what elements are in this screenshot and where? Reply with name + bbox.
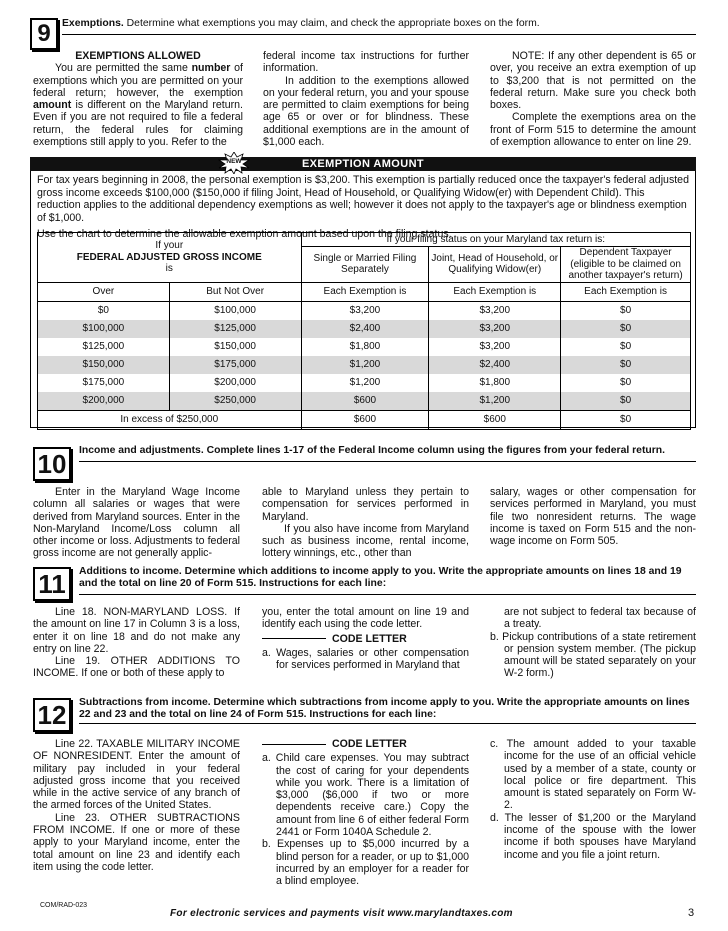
section-12-col3: c. The amount added to your taxable income for the use of an official vehicle used by a member of a state, county or local police or fire department. This amount is stated separately on Form W-2. d. The lesser of $1,200 or the Maryland income of the spouse with the lower income if both spouses have Maryland income and you file a joint return. — [490, 738, 696, 861]
section-10-title: Income and adjustments. — [79, 445, 204, 456]
row-single: $1,200 — [301, 356, 429, 374]
section-12-rule — [79, 723, 696, 724]
row-not-over: $150,000 — [169, 338, 301, 356]
exemption-table-row — [38, 374, 691, 392]
section-11-heading — [79, 566, 699, 590]
row-not-over: $175,000 — [169, 356, 301, 374]
last-row-dependent: $0 — [561, 410, 691, 429]
but-not-over-header: But Not Over — [169, 282, 301, 301]
col-single-header: Single or Married Filing Separately — [301, 247, 429, 283]
section-11-subtitle: Determine which additions to income apply to you. Write the appropriate amounts on lines 18 and 19 and the total on line 20 of Form 515. Instructions for each line: — [79, 566, 682, 589]
exemptions-allowed-heading: EXEMPTIONS ALLOWED — [75, 50, 201, 62]
row-over: $200,000 — [38, 392, 170, 411]
row-dependent: $0 — [561, 338, 691, 356]
section-11-title: Additions to income. — [79, 566, 182, 577]
exemption-table-row — [38, 392, 691, 411]
row-over: $175,000 — [38, 374, 170, 392]
row-single: $600 — [301, 392, 429, 411]
section-9-col1-text: You are permitted the same number of exemptions which you are permitted on your federal return; however, the exemption amount is different on the Maryland return. Even if you are not required to file a federal return, the federal rules for claiming exemptions still apply to you. Refer to the — [33, 62, 243, 149]
filing-status-header: If your filing status on your Maryland tax return is: — [301, 233, 690, 247]
form-id: COM/RAD-023 — [40, 902, 88, 909]
section-9-col2 — [263, 50, 469, 148]
section-11-col3: are not subject to federal tax because of a treaty. b. Pickup contributions of a state retirement or pension system member. (The pickup amount will be stated separately on your W-2 form.) — [490, 606, 696, 680]
row-not-over: $200,000 — [169, 374, 301, 392]
exemption-table-row — [38, 338, 691, 356]
row-dependent: $0 — [561, 301, 691, 320]
last-row-joint: $600 — [429, 410, 561, 429]
footer-text: For electronic services and payments visit www.marylandtaxes.com — [170, 908, 513, 919]
section-10-rule — [79, 461, 696, 462]
row-joint: $3,200 — [429, 338, 561, 356]
code-letter-label: CODE LETTER — [262, 633, 469, 645]
row-over: $0 — [38, 301, 170, 320]
row-joint: $1,200 — [429, 392, 561, 411]
section-9-col2-p1: federal income tax instructions for further information. — [263, 50, 469, 75]
row-joint: $3,200 — [429, 320, 561, 338]
section-12-col2: CODE LETTER a. Child care expenses. You may subtract the cost of caring for your dependents while you work. There is a limitation of $3,000 ($6,000 if two or more dependents receive care.) Copy the amount from line 6 of either federal Form 2441 or Form 1040A Schedule 2. b. Expenses up to $5,000 incurred by a blind person for a reader, or up to $1,000 incurred by an employer for a reader for a blind employee. — [262, 738, 469, 888]
row-not-over: $250,000 — [169, 392, 301, 411]
row-single: $2,400 — [301, 320, 429, 338]
each-exemption-header: Each Exemption is — [301, 282, 429, 301]
last-row-single: $600 — [301, 410, 429, 429]
section-9-heading — [62, 18, 712, 30]
row-dependent: $0 — [561, 392, 691, 411]
row-over: $150,000 — [38, 356, 170, 374]
code-letter-arrow-icon — [262, 638, 326, 639]
row-not-over: $100,000 — [169, 301, 301, 320]
section-10-number: 10 — [33, 447, 71, 481]
row-joint: $2,400 — [429, 356, 561, 374]
row-dependent: $0 — [561, 374, 691, 392]
row-single: $1,800 — [301, 338, 429, 356]
section-11-col1: Line 18. NON-MARYLAND LOSS. If the amount on line 17 in Column 3 is a loss, enter it on line 18 and do not make any entry on line 22. Line 19. OTHER ADDITIONS TO INCOME. If one or both of these apply to — [33, 606, 240, 680]
exemption-table-row — [38, 356, 691, 374]
row-joint: $1,800 — [429, 374, 561, 392]
exemption-paragraph-2: Use the chart to determine the allowable exemption amount based upon the filing status. — [37, 228, 452, 240]
section-10-subtitle: Complete lines 1-17 of the Federal Income column using the figures from your federal return. — [206, 445, 666, 456]
row-single: $1,200 — [301, 374, 429, 392]
section-12-heading — [79, 697, 699, 721]
section-10-col2: able to Maryland unless they pertain to compensation for services performed in Maryland. If you also have income from Maryland such as business income, rental income, lottery winnings, etc., other than — [262, 486, 469, 560]
each-exemption-header: Each Exemption is — [561, 282, 691, 301]
section-9-rule — [62, 34, 696, 35]
row-over: $125,000 — [38, 338, 170, 356]
section-12-subtitle: Determine which subtractions from income apply to you. Write the appropriate amounts on lines 22 and 23 and the total on line 24 of Form 515. Instructions for each line: — [79, 697, 690, 720]
section-9-number: 9 — [30, 18, 58, 50]
section-10-col1: Enter in the Maryland Wage Income column all salaries or wages that were derived from Maryland sources. Enter in the Non-Maryland Income/Loss column all other income or loss. Adjustments to federal gross income are not generally applic- — [33, 486, 240, 560]
agi-header: If your FEDERAL ADJUSTED GROSS INCOME is — [38, 233, 302, 283]
code-letter-label: CODE LETTER — [262, 738, 469, 750]
section-12-title: Subtractions from income. — [79, 697, 211, 708]
section-12-col1: Line 22. TAXABLE MILITARY INCOME OF NONRESIDENT. Enter the amount of military pay included in your federal adjusted gross income that you received while in the active service of any branch of the armed forces of the United States. Line 23. OTHER SUBTRACTIONS FROM INCOME. If one or more of these apply to your Maryland income, enter the total amount on line 23 and identify each item using the code letter. — [33, 738, 240, 873]
code-letter-arrow-icon — [262, 744, 326, 745]
col-joint-header: Joint, Head of Household, or Qualifying Widow(er) — [429, 247, 561, 283]
exemption-table-row — [38, 301, 691, 320]
each-exemption-header: Each Exemption is — [429, 282, 561, 301]
exemption-text — [37, 174, 691, 241]
over-header: Over — [38, 282, 170, 301]
section-9-title: Exemptions. — [62, 18, 124, 29]
row-joint: $3,200 — [429, 301, 561, 320]
last-row-label: In excess of $250,000 — [38, 410, 302, 429]
page-number: 3 — [688, 907, 695, 919]
exemption-table — [37, 232, 691, 430]
section-9-subtitle: Determine what exemptions you may claim, and check the appropriate boxes on the form. — [126, 18, 540, 29]
section-11-number: 11 — [33, 567, 71, 601]
section-9-col2-p2: In addition to the exemptions allowed on your federal return, you and your spouse are permitted to claim exemptions for being age 65 or over or for blindness. These additional exemptions are in the amount of $1,000 each. — [263, 74, 469, 149]
row-not-over: $125,000 — [169, 320, 301, 338]
section-9-col3-p2: Complete the exemptions area on the front of Form 515 to determine the amount of exemption allowance to enter on line 29. — [490, 111, 696, 149]
row-over: $100,000 — [38, 320, 170, 338]
exemption-paragraph-1: For tax years beginning in 2008, the personal exemption is $3,200. This exemption is partially reduced once the taxpayer's federal adjusted gross income exceeds $100,000 ($150,000 if filing Joint, Head of Household, or Qualifying Widow(er) with Dependent Child). This reduction applies to the additional dependency exemptions as well; however it does not apply to the taxpayer's age or blindness exemption of $1,000. — [37, 174, 689, 224]
row-dependent: $0 — [561, 356, 691, 374]
exemption-amount-title: EXEMPTION AMOUNT — [301, 158, 425, 170]
section-9-col3-p1: NOTE: If any other dependent is 65 or over, you receive an extra exemption of up to $3,200 that is not permitted on the federal return. Make sure you check both boxes. — [490, 50, 696, 112]
section-11-rule — [79, 594, 696, 595]
exemption-table-row — [38, 320, 691, 338]
row-dependent: $0 — [561, 320, 691, 338]
section-10-col3: salary, wages or other compensation for services performed in Maryland, you must file two nonresident returns. The wage income is taxed on Form 515 and the non-wage income on Form 505. — [490, 486, 696, 548]
section-9-col1 — [33, 50, 243, 148]
section-11-col2: you, enter the total amount on line 19 and identify each using the code letter. CODE LETTER a. Wages, salaries or other compensation for services performed in Maryland that — [262, 606, 469, 672]
section-12-number: 12 — [33, 698, 71, 732]
section-9-col3 — [490, 50, 696, 148]
new-badge-label: NEW — [226, 158, 242, 165]
row-single: $3,200 — [301, 301, 429, 320]
section-10-heading — [79, 445, 699, 457]
col-dependent-header: Dependent Taxpayer (eligible to be claimed on another taxpayer's return) — [561, 247, 691, 283]
